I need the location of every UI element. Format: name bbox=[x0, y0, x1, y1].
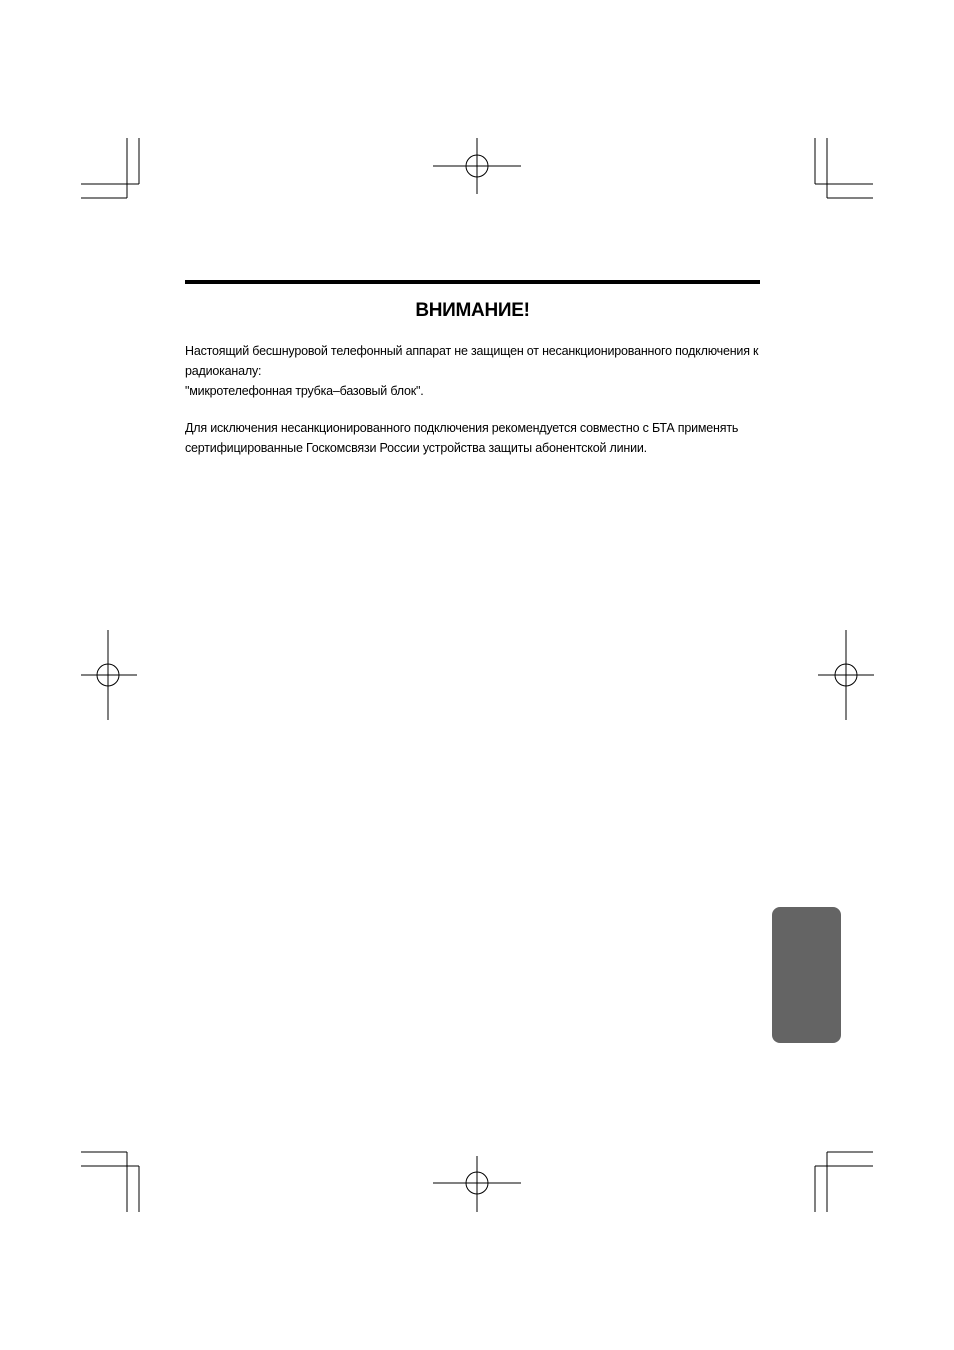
registration-mark-left bbox=[81, 630, 137, 720]
registration-mark-top bbox=[433, 138, 521, 194]
notice-paragraph-2-line: сертифицированные Госкомсвязи России устройства защиты абонентской линии. bbox=[185, 441, 647, 455]
crop-mark-top-right bbox=[815, 138, 873, 198]
registration-mark-right bbox=[818, 630, 874, 720]
notice-paragraph-1-line: Настоящий бесшнуровой телефонный аппарат не защищен от несанкционированного подключения к bbox=[185, 344, 759, 358]
registration-mark-bottom bbox=[433, 1156, 521, 1212]
notice-paragraph-2 bbox=[185, 418, 745, 458]
crop-mark-bottom-right bbox=[815, 1152, 873, 1212]
header-rule bbox=[185, 280, 760, 284]
section-side-tab bbox=[772, 907, 841, 1043]
notice-paragraph-1-line: "микротелефонная трубка–базовый блок". bbox=[185, 384, 424, 398]
crop-mark-top-left bbox=[81, 138, 139, 198]
notice-paragraph-1-line: радиоканалу: bbox=[185, 364, 262, 378]
notice-title: ВНИМАНИЕ! bbox=[415, 300, 530, 321]
crop-mark-bottom-left bbox=[81, 1152, 139, 1212]
notice-paragraph-1 bbox=[185, 341, 759, 401]
notice-paragraph-2-line: Для исключения несанкционированного подключения рекомендуется совместно с БТА применять bbox=[185, 421, 739, 435]
